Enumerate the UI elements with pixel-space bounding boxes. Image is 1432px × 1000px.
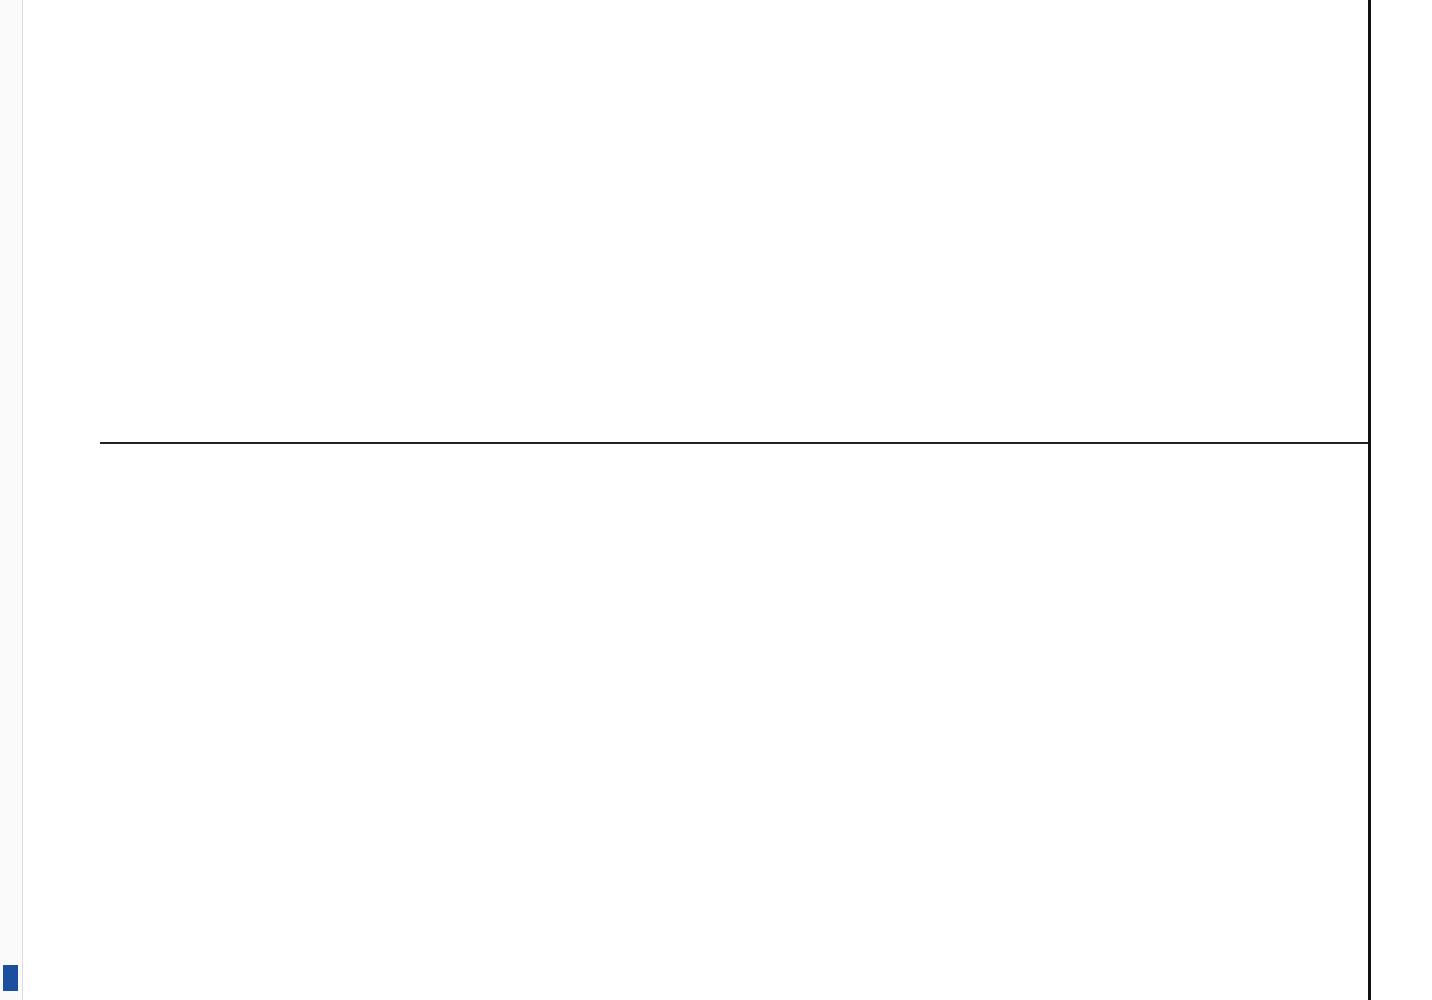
column-bottom	[100, 452, 1360, 992]
dfg-logo	[3, 965, 18, 991]
digitization-footer	[0, 0, 23, 1000]
header-rule	[1368, 0, 1371, 1000]
column-top	[100, 0, 1360, 436]
column-divider	[100, 442, 1368, 444]
